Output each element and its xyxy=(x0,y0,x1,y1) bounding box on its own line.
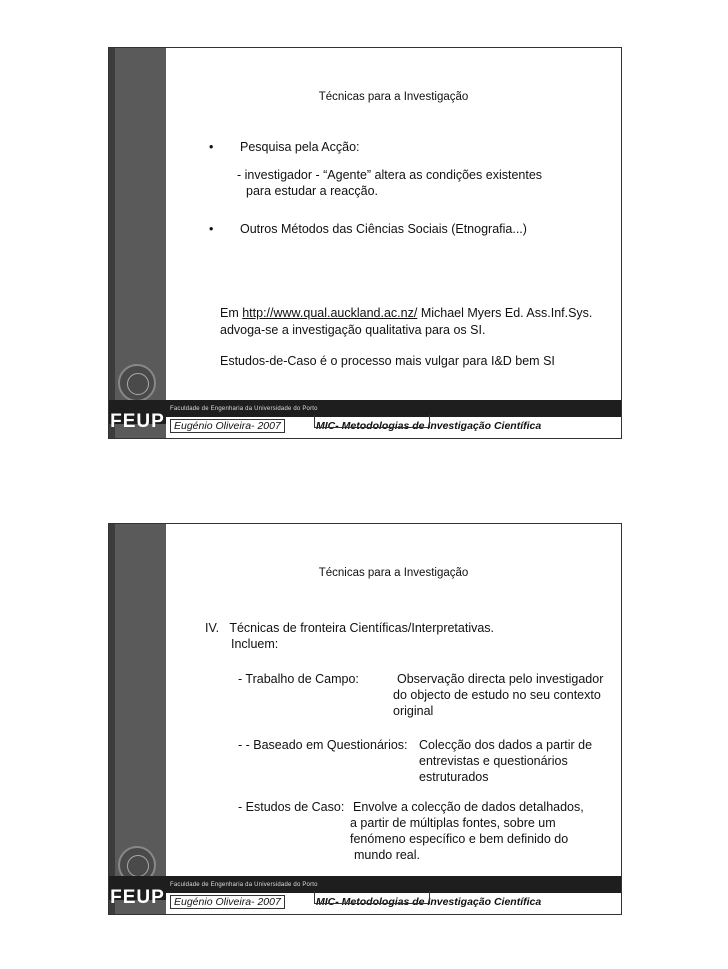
feup-logo: FEUP xyxy=(110,411,165,432)
reference-line: Em http://www.qual.auckland.ac.nz/ Michael Myers Ed. Ass.Inf.Sys. xyxy=(220,306,593,320)
bullet-mark: • xyxy=(209,140,214,154)
questionnaire-desc-2: entrevistas e questionários xyxy=(419,754,568,768)
case-study-desc-4: mundo real. xyxy=(354,848,421,862)
footer-author: Eugénio Oliveira- 2007 xyxy=(170,419,285,433)
case-study-label: - Estudos de Caso: xyxy=(238,800,345,814)
slide-footer xyxy=(166,417,621,434)
case-study-desc-3: fenómeno específico e bem definido do xyxy=(350,832,569,846)
field-work-label: - Trabalho de Campo: xyxy=(238,672,359,686)
reference-line-2: advoga-se a investigação qualitativa para os SI. xyxy=(220,323,486,337)
field-work-desc-3: original xyxy=(393,704,434,718)
slide-sidebar xyxy=(109,48,166,438)
sidebar-stripe xyxy=(109,524,115,914)
faculty-name: Faculdade de Engenharia da Universidade do Porto xyxy=(170,406,318,412)
qual-auckland-link[interactable]: http://www.qual.auckland.ac.nz/ xyxy=(242,306,418,320)
section-heading-2: Incluem: xyxy=(231,637,279,651)
questionnaire-label: - - Baseado em Questionários: xyxy=(238,738,408,752)
slide-footer xyxy=(166,893,621,910)
field-work-desc-1: Observação directa pelo investigador xyxy=(397,672,604,686)
faculty-name: Faculdade de Engenharia da Universidade do Porto xyxy=(170,882,318,888)
slide-1 xyxy=(108,47,622,439)
footer-course: MIC- Metodologias de Investigação Científica xyxy=(316,896,541,908)
slide-sidebar xyxy=(109,524,166,914)
slide-title: Técnicas para a Investigação xyxy=(318,91,469,103)
footer-author: Eugénio Oliveira- 2007 xyxy=(170,895,285,909)
university-seal-icon xyxy=(118,364,156,402)
questionnaire-desc-1: Colecção dos dados a partir de xyxy=(419,738,593,752)
case-study-desc-2: a partir de múltiplas fontes, sobre um xyxy=(350,816,556,830)
bullet-action-research: Pesquisa pela Acção: xyxy=(240,140,360,154)
bullet-social-methods: Outros Métodos das Ciências Sociais (Etnografia...) xyxy=(240,222,527,236)
feup-logo: FEUP xyxy=(110,887,165,908)
case-study-desc-1: Envolve a colecção de dados detalhados, xyxy=(353,800,584,814)
questionnaire-desc-3: estruturados xyxy=(419,770,489,784)
action-research-desc-1: - investigador - “Agente” altera as condições existentes xyxy=(237,168,543,182)
sidebar-stripe xyxy=(109,48,115,438)
bullet-mark: • xyxy=(209,222,214,236)
slide-2 xyxy=(108,523,622,915)
case-study-line: Estudos-de-Caso é o processo mais vulgar para I&D bem SI xyxy=(220,354,555,368)
section-heading: IV. Técnicas de fronteira Científicas/Interpretativas. xyxy=(205,621,495,635)
slide-title: Técnicas para a Investigação xyxy=(318,567,469,579)
field-work-desc-2: do objecto de estudo no seu contexto xyxy=(393,688,601,702)
action-research-desc-2: para estudar a reacção. xyxy=(246,184,379,198)
footer-course: MIC- Metodologias de Investigação Científica xyxy=(316,420,541,432)
